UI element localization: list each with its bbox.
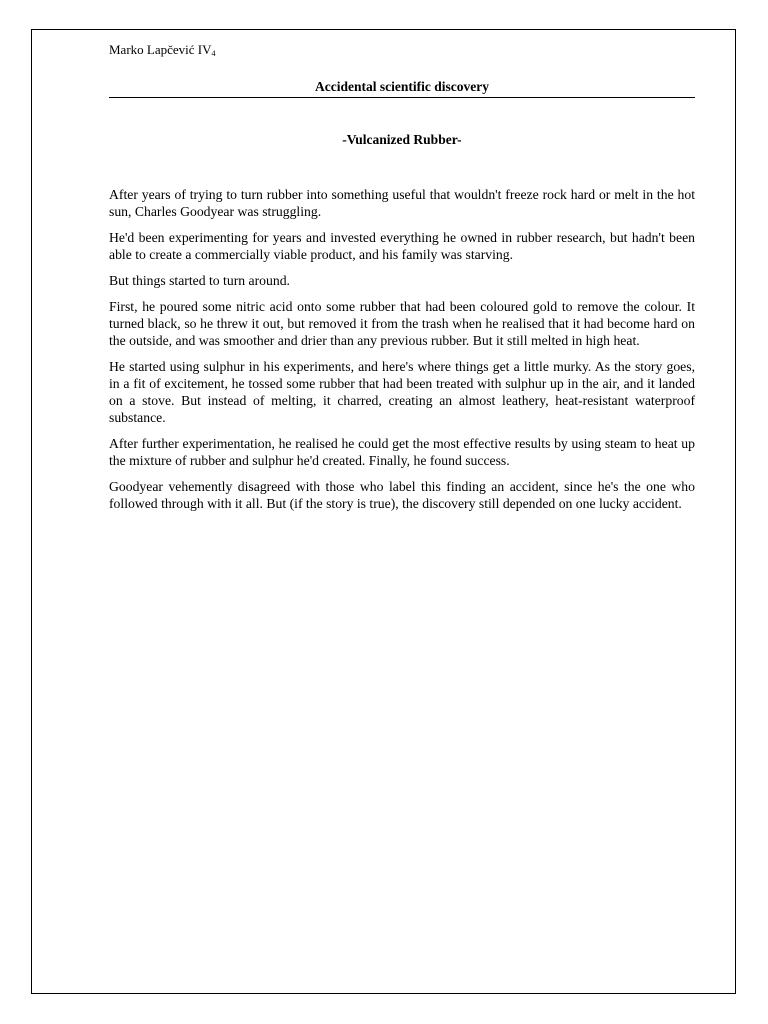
paragraph: He'd been experimenting for years and invested everything he owned in rubber research, but hadn't been able to create a commercially viable product, and his family was starving.	[109, 230, 695, 262]
document-title: Accidental scientific discovery	[109, 78, 695, 98]
paragraph: After years of trying to turn rubber into something useful that wouldn't freeze rock hard or melt in the hot sun, Charles Goodyear was struggling.	[109, 187, 695, 219]
paragraph: First, he poured some nitric acid onto some rubber that had been coloured gold to remove the colour. It turned black, so he threw it out, but removed it from the trash when he realised that it had become hard on the outside, and was smoother and drier than any previous rubber. But it still melted in high heat.	[109, 299, 695, 348]
author-suffix: 4	[211, 49, 216, 58]
author-line	[109, 40, 695, 64]
document-content	[109, 40, 695, 521]
body-text	[109, 186, 695, 512]
paragraph: After further experimentation, he realised he could get the most effective results by using steam to heat up the mixture of rubber and sulphur he'd created. Finally, he found success.	[109, 436, 695, 468]
document-subtitle: -Vulcanized Rubber-	[342, 132, 462, 147]
paragraph: He started using sulphur in his experiments, and here's where things get a little murky. As the story goes, in a fit of excitement, he tossed some rubber that had been treated with sulphur up in the air, and it landed on a stove. But instead of melting, it charred, creating an almost leathery, heat-resistant waterproof substance.	[109, 359, 695, 425]
author-name: Marko Lapčević IV	[109, 42, 212, 57]
paragraph: Goodyear vehemently disagreed with those who label this finding an accident, since he's the one who followed through with it all. But (if the story is true), the discovery still depended on one lucky accident.	[109, 479, 695, 511]
paragraph: But things started to turn around.	[109, 273, 290, 288]
